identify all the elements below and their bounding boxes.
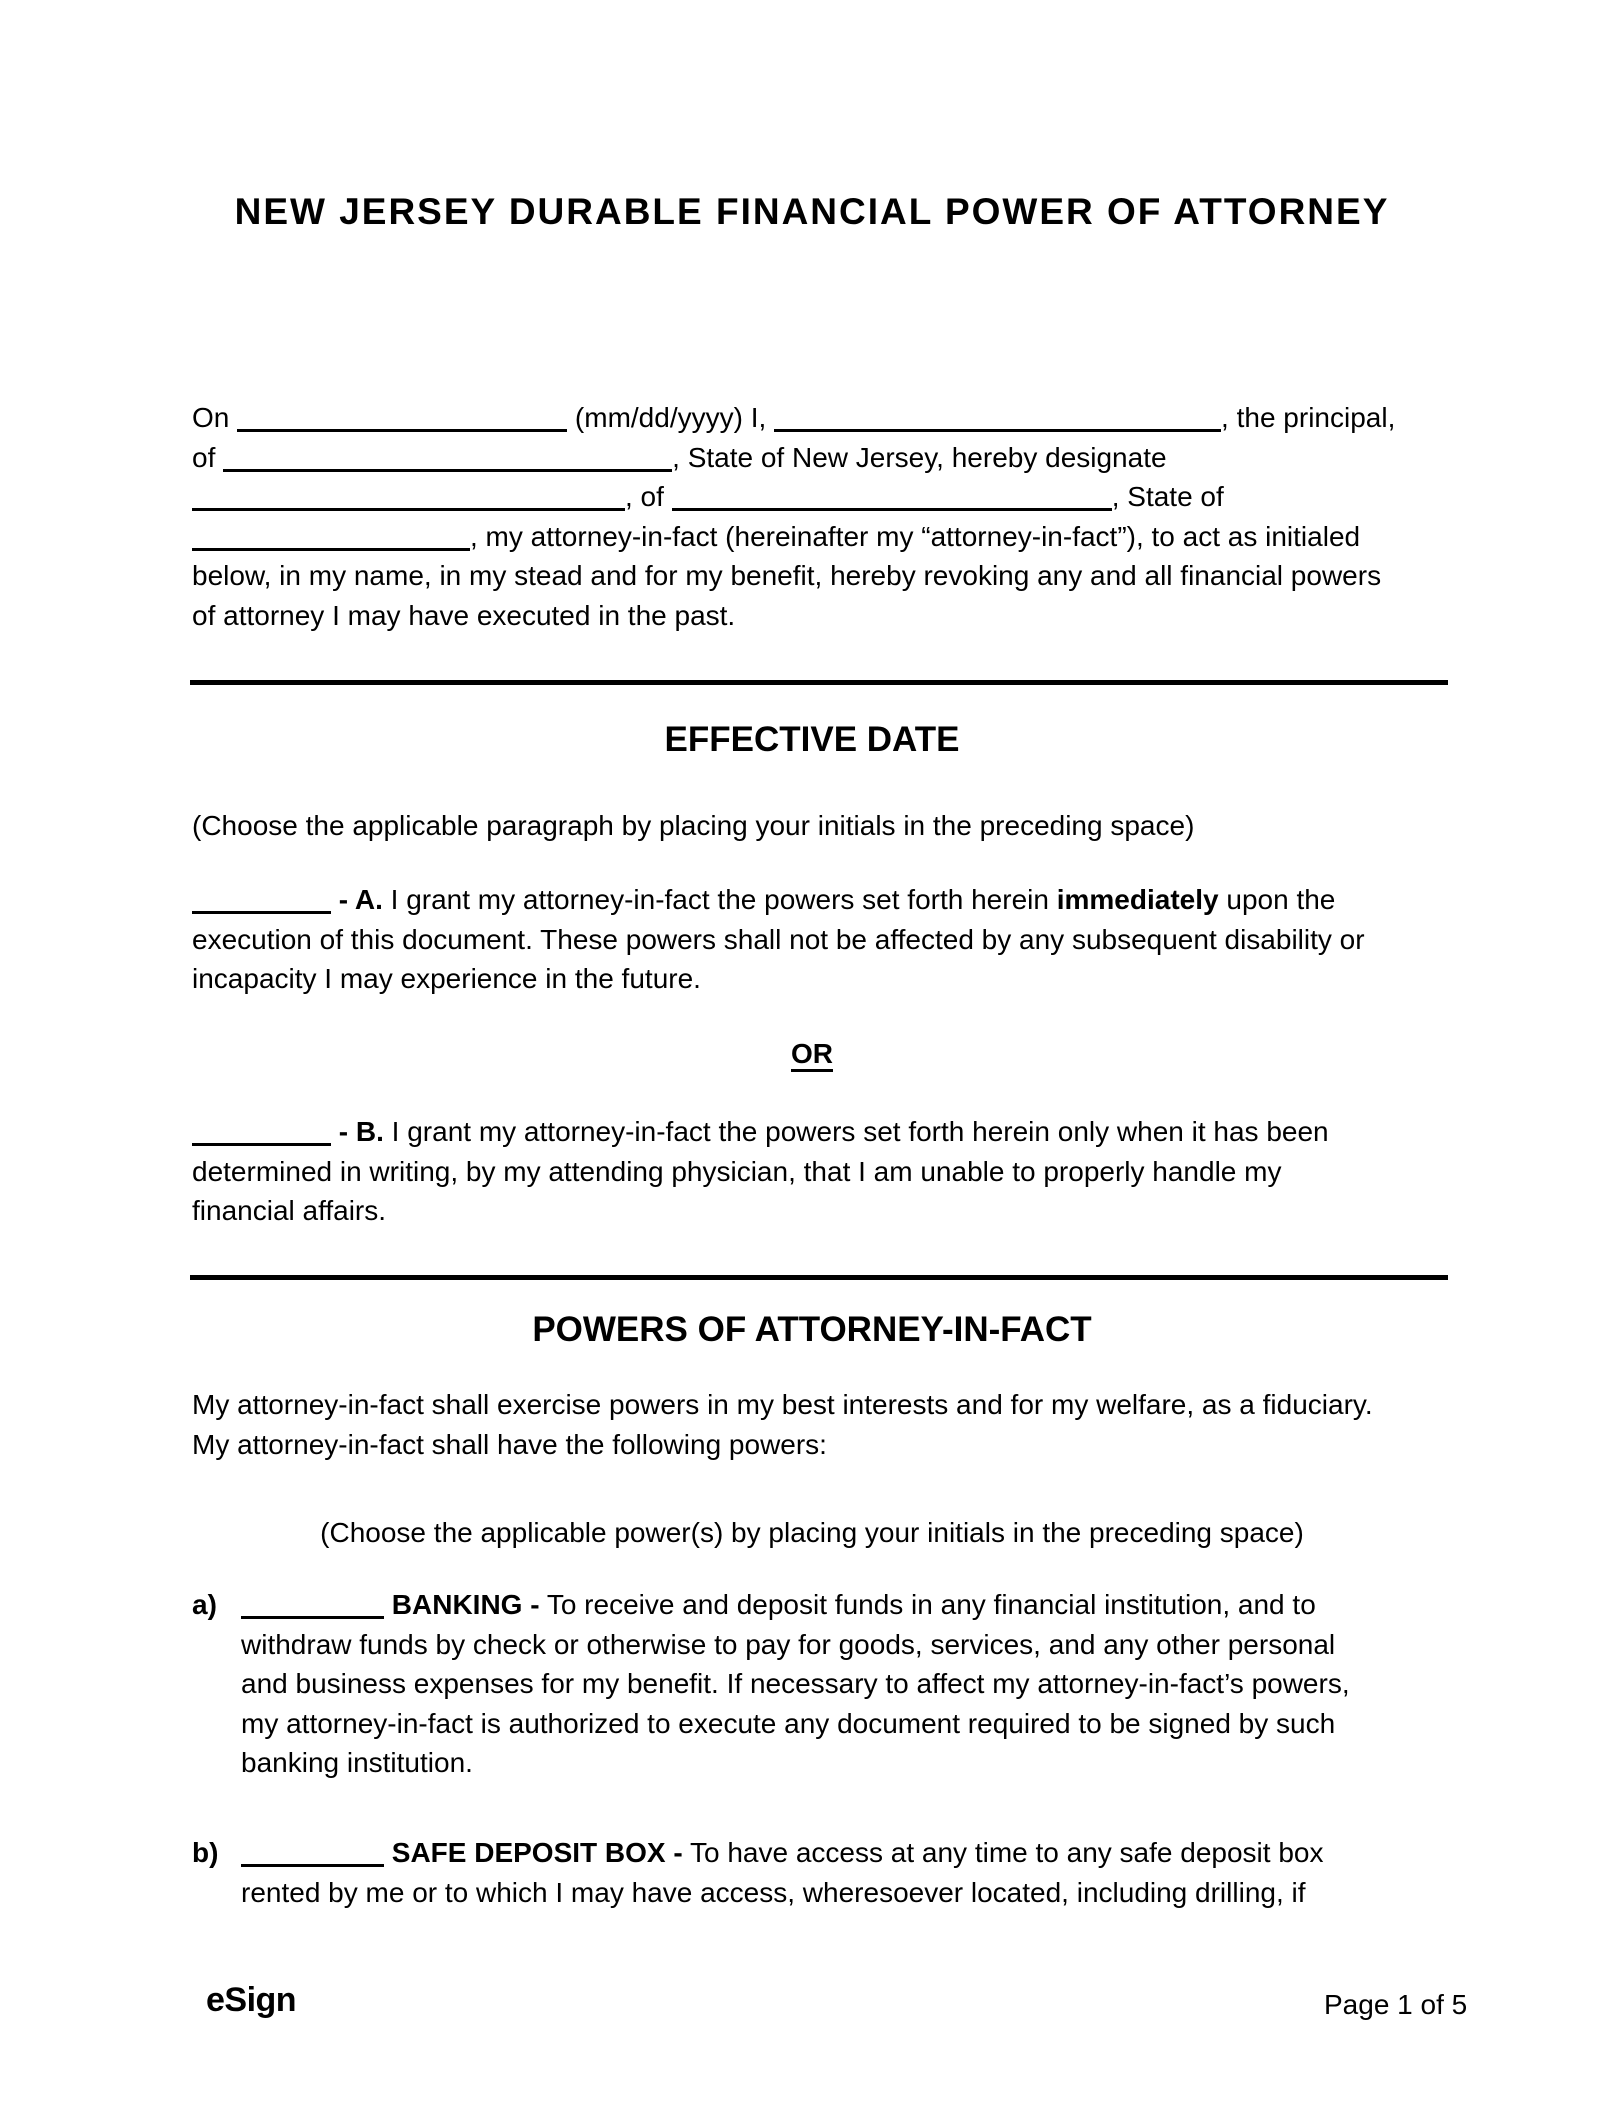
option-a-initials-blank[interactable] xyxy=(192,885,331,914)
option-a-text: I grant my attorney-in-fact the powers set forth herein xyxy=(390,884,1049,915)
option-b-paragraph xyxy=(192,1112,1329,1231)
or-label: OR xyxy=(791,1038,833,1069)
option-b-text: financial affairs. xyxy=(192,1195,387,1226)
section-divider xyxy=(190,1275,1448,1280)
intro-text: below, in my name, in my stead and for my benefit, hereby revoking any and all financial powers xyxy=(192,560,1382,591)
intro-text: of attorney I may have executed in the past. xyxy=(192,599,736,631)
option-b-text: I grant my attorney-in-fact the powers set forth herein only when it has been xyxy=(391,1116,1329,1147)
agent-state-blank-field[interactable] xyxy=(192,522,470,551)
option-b-text: determined in writing, by my attending physician, that I am unable to properly handle my xyxy=(192,1155,1282,1187)
safe-deposit-label: SAFE DEPOSIT BOX - xyxy=(391,1837,683,1868)
option-a-text: incapacity I may experience in the future. xyxy=(192,963,701,994)
banking-text: my attorney-in-fact is authorized to execute any document required to be signed by such xyxy=(241,1707,1336,1739)
power-item-safe-deposit-box xyxy=(192,1833,1323,1912)
agent-city-blank-field[interactable] xyxy=(672,482,1112,511)
intro-text: (mm/dd/yyyy) I, xyxy=(574,402,767,433)
powers-instruction: (Choose the applicable power(s) by placing your initials in the preceding space) xyxy=(320,1517,1304,1548)
powers-intro-text: My attorney-in-fact shall exercise powers in my best interests and for my welfare, as a fiduciary. xyxy=(192,1389,1373,1420)
banking-text: banking institution. xyxy=(241,1747,473,1778)
safe-deposit-text: To have access at any time to any safe deposit box xyxy=(690,1837,1324,1868)
intro-paragraph xyxy=(192,398,1395,635)
or-separator xyxy=(0,1038,1624,1070)
powers-intro-paragraph xyxy=(192,1385,1373,1464)
intro-text: , the principal, xyxy=(1221,402,1396,433)
option-a-label: - A. xyxy=(338,884,383,915)
intro-text: , of xyxy=(625,481,664,512)
principal-city-blank-field[interactable] xyxy=(223,443,672,472)
item-b-marker: b) xyxy=(192,1837,219,1868)
banking-text: To receive and deposit funds in any financial institution, and to xyxy=(546,1589,1316,1620)
powers-heading: POWERS OF ATTORNEY-IN-FACT xyxy=(532,1310,1092,1349)
option-a-text: execution of this document. These powers shall not be affected by any subsequent disability or xyxy=(192,923,1365,955)
option-a-text: upon the xyxy=(1226,884,1336,915)
banking-initials-blank[interactable] xyxy=(241,1590,384,1619)
banking-text: and business expenses for my benefit. If necessary to affect my attorney-in-fact’s powers, xyxy=(241,1668,1350,1699)
intro-text: , my attorney-in-fact (hereinafter my “attorney-in-fact”), to act as initialed xyxy=(470,520,1361,552)
safe-deposit-initials-blank[interactable] xyxy=(241,1838,384,1867)
section-divider xyxy=(190,680,1448,685)
effective-date-heading: EFFECTIVE DATE xyxy=(664,720,960,759)
option-a-bold-text: immediately xyxy=(1056,884,1219,915)
page-title: NEW JERSEY DURABLE FINANCIAL POWER OF ATTORNEY xyxy=(234,191,1390,232)
option-b-initials-blank[interactable] xyxy=(192,1117,331,1146)
item-a-marker: a) xyxy=(192,1589,217,1620)
principal-name-blank-field[interactable] xyxy=(774,403,1221,432)
option-b-label: - B. xyxy=(338,1116,384,1147)
intro-text: of xyxy=(192,441,216,473)
intro-text: , State of New Jersey, hereby designate xyxy=(672,441,1167,473)
effective-date-instruction: (Choose the applicable paragraph by placing your initials in the preceding space) xyxy=(192,810,1195,841)
intro-text: On xyxy=(192,402,230,433)
power-item-banking xyxy=(192,1585,1350,1783)
page-number: Page 1 of 5 xyxy=(1324,1989,1468,2020)
esign-logo: eSign xyxy=(206,1981,297,2019)
banking-label: BANKING - xyxy=(391,1589,540,1620)
safe-deposit-text: rented by me or to which I may have access, wheresoever located, including drilling, if xyxy=(241,1876,1306,1908)
banking-text: withdraw funds by check or otherwise to pay for goods, services, and any other personal xyxy=(241,1628,1336,1660)
intro-text: , State of xyxy=(1111,481,1224,512)
option-a-paragraph xyxy=(192,880,1365,999)
agent-name-blank-field[interactable] xyxy=(192,482,625,511)
powers-intro-text: My attorney-in-fact shall have the following powers: xyxy=(192,1428,827,1460)
date-blank-field[interactable] xyxy=(237,403,567,432)
